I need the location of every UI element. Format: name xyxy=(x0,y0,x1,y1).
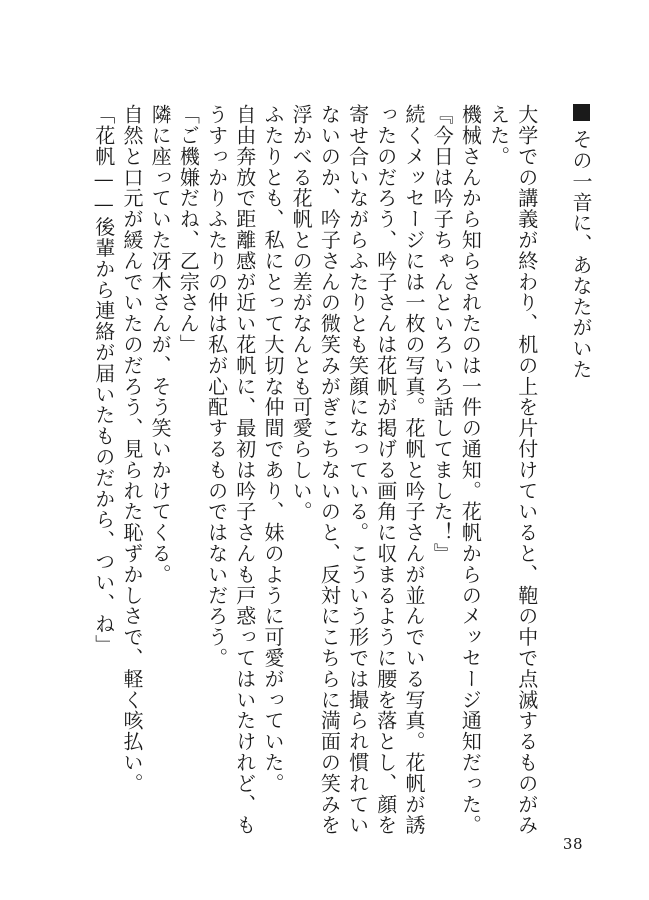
paragraph: 「ご機嫌だね、乙宗さん」 xyxy=(176,104,201,355)
paragraph: 『今日は吟子ちゃんといろいろ話してました！』 xyxy=(430,104,455,564)
chapter-title: その一音に、あなたがいた xyxy=(569,129,593,380)
paragraph: 大学での講義が終わり、机の上を片付けていると、鞄の中で点滅するものがみえた。 xyxy=(486,104,539,836)
page-number: 38 xyxy=(562,835,583,853)
paragraph: 「花帆——後輩から連絡が届いたものだから、つい、ね」 xyxy=(91,104,116,656)
paragraph: 自由奔放で距離感が近い花帆に、最初は吟子さんも戸惑ってはいたけれど、もうすっかりふたりの仲は私が心配するものではないだろう。 xyxy=(204,104,257,836)
square-bullet-icon xyxy=(573,104,590,121)
paragraph: ふたりとも、私にとって大切な仲間であり、妹のように可愛がっていた。 xyxy=(260,104,285,794)
paragraph: 機械さんから知らされたのは一件の通知。花帆からのメッセージ通知だった。 xyxy=(458,104,483,836)
paragraph: 続くメッセージには一枚の写真。花帆と吟子さんが並んでいる写真。花帆が誘ったのだろう、吟子さんは花帆が掲げる画角に収まるように腰を落とし、顔を寄せ合いながらふたりとも笑顔になっている。こういう形では撮られ慣れていないのか、吟子さんの微笑みがぎこちないのと、反対にこちらに満面の笑みを浮かべる花帆との差がなんとも可愛らしい。 xyxy=(289,104,426,836)
paragraph: 自然と口元が緩んでいたのだろう、見られた恥ずかしさで、軽く咳払い。 xyxy=(119,104,144,794)
paragraph: 隣に座っていた冴木さんが、そう笑いかけてくる。 xyxy=(148,104,173,585)
chapter-heading xyxy=(567,104,595,856)
vertical-text-block xyxy=(91,104,595,856)
